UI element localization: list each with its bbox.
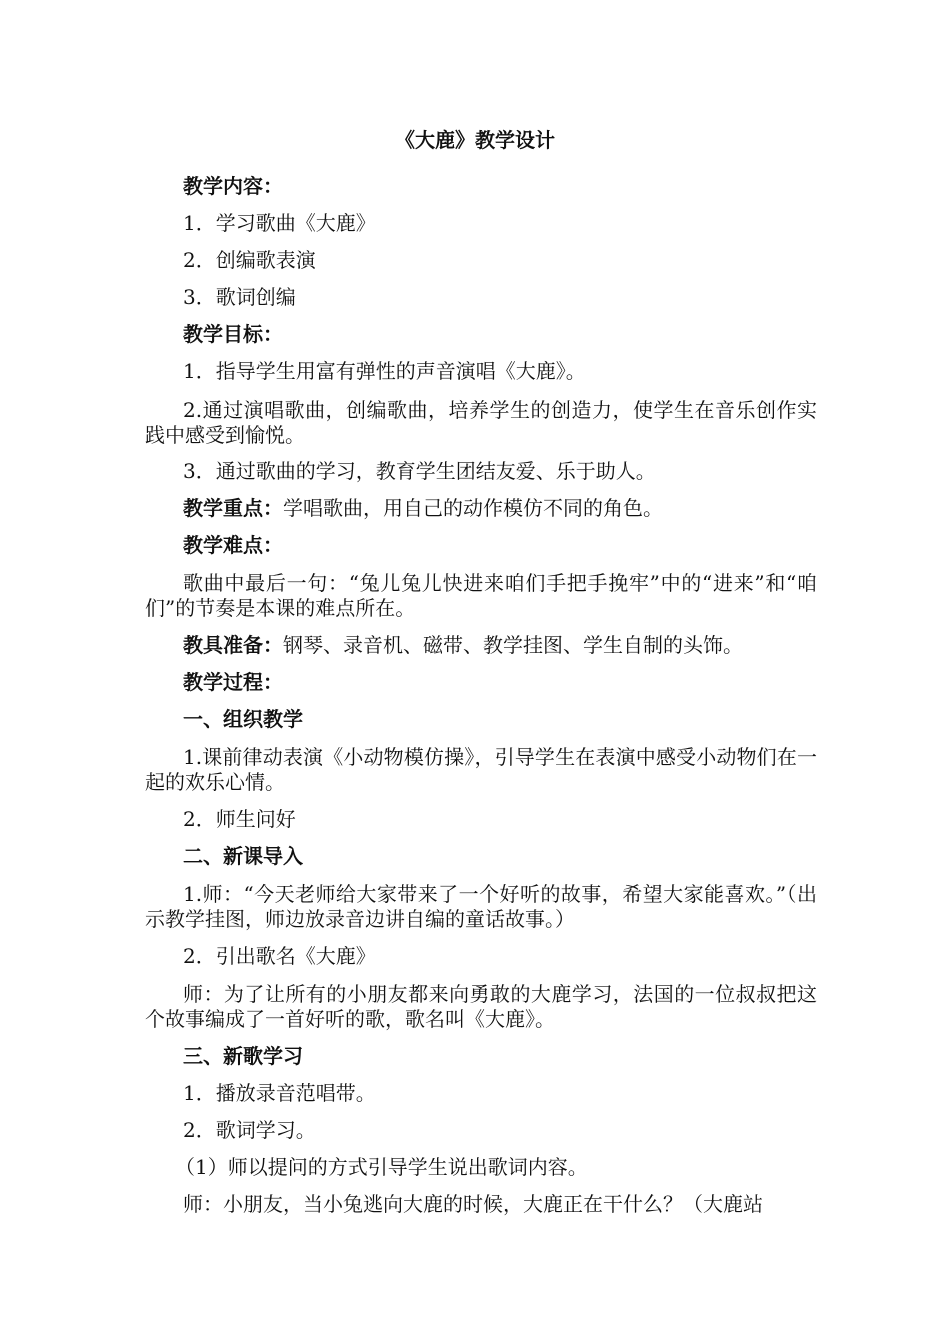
goal-1: 1．指导学生用富有弹性的声音演唱《大鹿》。 xyxy=(183,359,586,383)
section-1-item-2: 2．师生问好 xyxy=(183,807,296,831)
goal-3: 3．通过歌曲的学习，教育学生团结友爱、乐于助人。 xyxy=(183,459,656,483)
tools xyxy=(145,633,817,658)
section-3-teacher: 师：小朋友，当小兔逃向大鹿的时候，大鹿正在干什么？（大鹿站 xyxy=(183,1192,763,1216)
section-2-item-2: 2．引出歌名《大鹿》 xyxy=(183,944,376,968)
goal-2: 2.通过演唱歌曲，创编歌曲，培养学生的创造力，使学生在音乐创作实践中感受到愉悦。 xyxy=(145,398,817,447)
process-heading: 教学过程： xyxy=(183,670,283,694)
key-text: 学唱歌曲，用自己的动作模仿不同的角色。 xyxy=(283,496,663,520)
section-3-sub-1: （1）师以提问的方式引导学生说出歌词内容。 xyxy=(175,1155,588,1179)
section-1-item-1: 1.课前律动表演《小动物模仿操》，引导学生在表演中感受小动物们在一起的欢乐心情。 xyxy=(145,745,817,794)
section-3-item-1: 1．播放录音范唱带。 xyxy=(183,1081,376,1105)
section-3-item-2: 2．歌词学习。 xyxy=(183,1118,316,1142)
difficulty-heading: 教学难点： xyxy=(183,533,283,557)
tools-text: 钢琴、录音机、磁带、教学挂图、学生自制的头饰。 xyxy=(283,633,743,657)
section-2-heading: 二、新课导入 xyxy=(183,844,303,868)
content-heading: 教学内容： xyxy=(183,174,283,198)
section-3-heading: 三、新歌学习 xyxy=(183,1044,303,1068)
key-label: 教学重点： xyxy=(183,496,283,520)
content-item-3: 3．歌词创编 xyxy=(183,285,296,309)
section-2-teacher: 师：为了让所有的小朋友都来向勇敢的大鹿学习，法国的一位叔叔把这个故事编成了一首好听的歌，歌名叫《大鹿》。 xyxy=(145,982,817,1031)
key-point xyxy=(145,496,817,521)
goals-heading: 教学目标： xyxy=(183,322,283,346)
difficulty-text: 歌曲中最后一句：“兔儿兔儿快进来咱们手把手挽牢”中的“进来”和“咱们”的节奏是本课的难点所在。 xyxy=(145,571,817,620)
tools-label: 教具准备： xyxy=(183,633,283,657)
document-title: 《大鹿》教学设计 xyxy=(395,128,555,152)
section-2-item-1: 1.师：“今天老师给大家带来了一个好听的故事，希望大家能喜欢。”（出示教学挂图，师边放录音边讲自编的童话故事。） xyxy=(145,882,817,931)
content-item-1: 1．学习歌曲《大鹿》 xyxy=(183,211,376,235)
content-item-2: 2．创编歌表演 xyxy=(183,248,316,272)
section-1-heading: 一、组织教学 xyxy=(183,707,303,731)
